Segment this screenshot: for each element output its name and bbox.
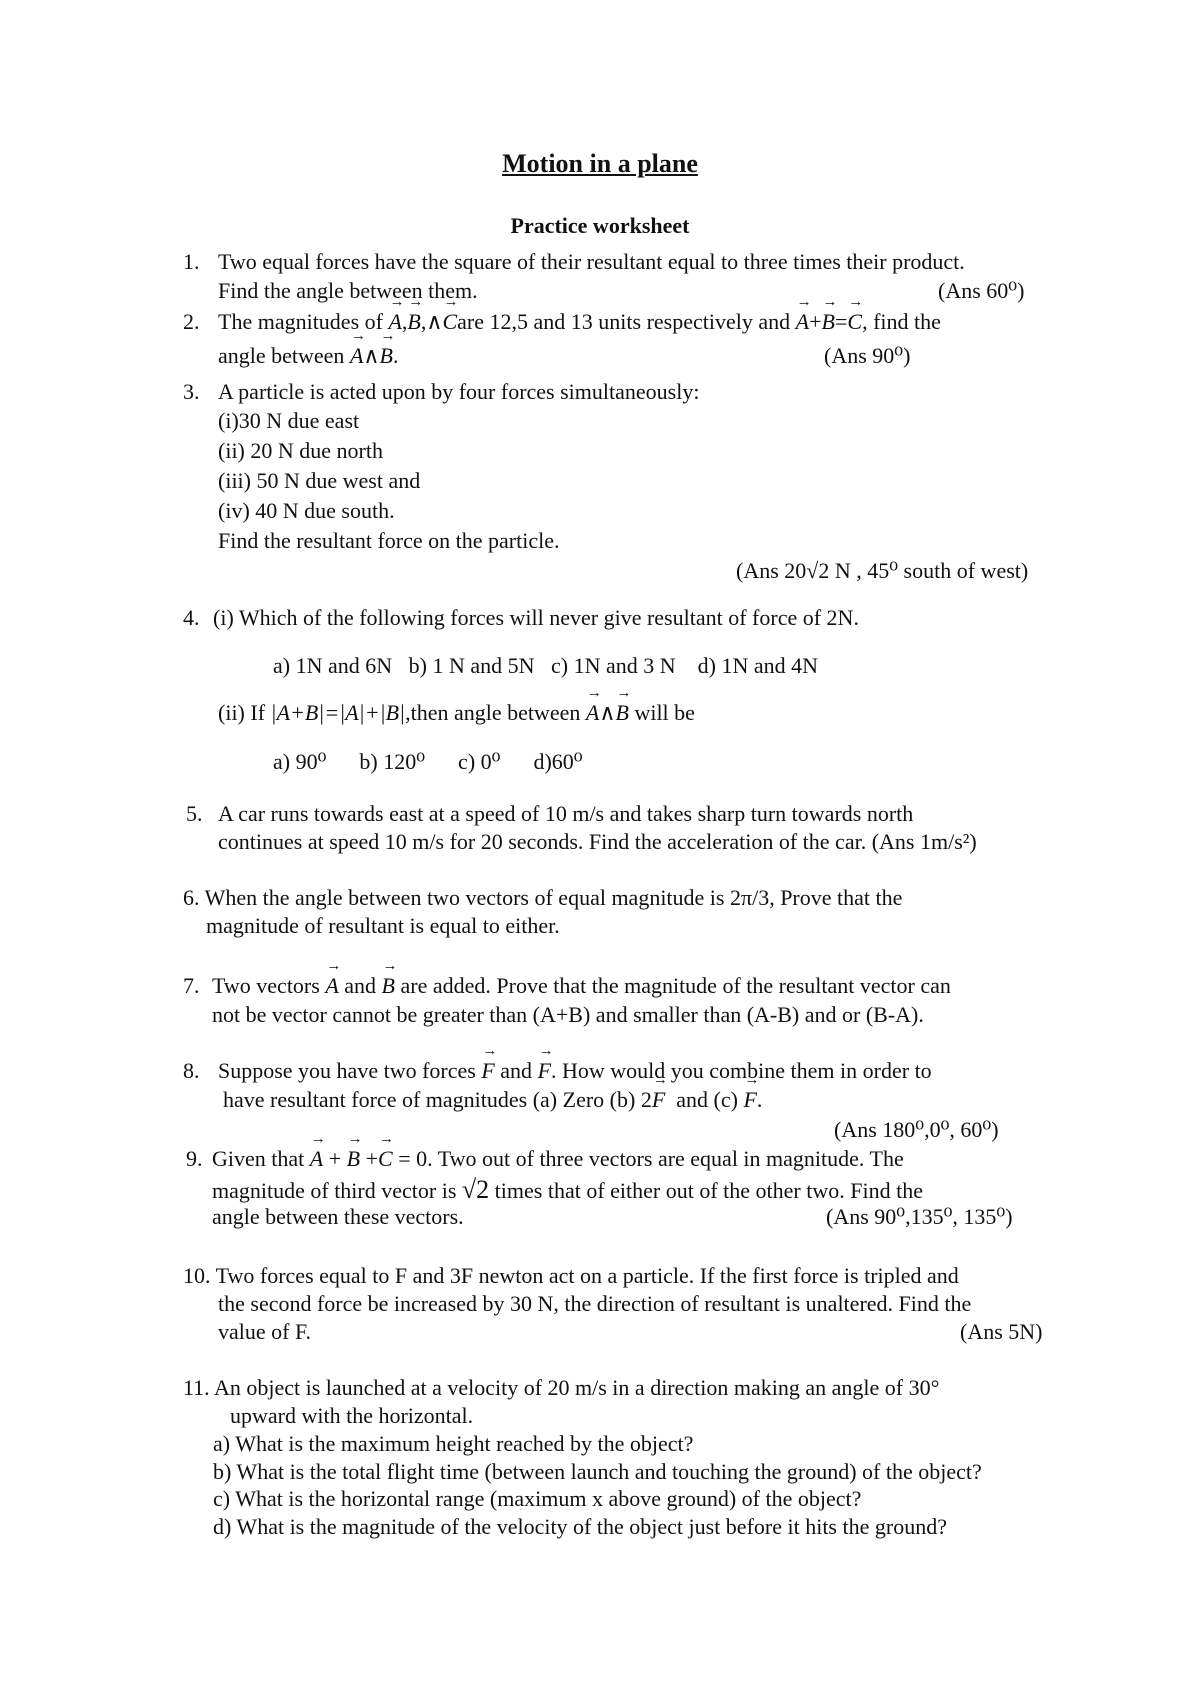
question-text: (i) Which of the following forces will never give resultant of force of 2N. bbox=[213, 605, 859, 630]
question-text: A car runs towards east at a speed of 10 m/s and takes sharp turn towards north bbox=[218, 801, 914, 826]
question-text: angle between → A∧→ B. bbox=[218, 342, 398, 370]
question-text: have resultant force of magnitudes (a) Zero (b) 2→ F and (c) → F. bbox=[223, 1086, 762, 1114]
question-number: 5. bbox=[186, 801, 203, 826]
options: a) 90⁰ b) 120⁰ c) 0⁰ d)60⁰ bbox=[273, 749, 583, 774]
sub-question: d) What is the magnitude of the velocity of the object just before it hits the ground? bbox=[213, 1514, 947, 1539]
force-item: (iv) 40 N due south. bbox=[218, 498, 395, 523]
question-text: continues at speed 10 m/s for 20 seconds. Find the acceleration of the car. (Ans 1m/s²) bbox=[218, 829, 977, 854]
question-text: not be vector cannot be greater than (A+B) and smaller than (A-B) and or (B-A). bbox=[212, 1002, 924, 1027]
question-number: 3. bbox=[183, 379, 200, 404]
question-text: Find the angle between them. bbox=[218, 278, 478, 303]
question-text: the second force be increased by 30 N, the direction of resultant is unaltered. Find the bbox=[218, 1291, 972, 1316]
force-item: (ii) 20 N due north bbox=[218, 438, 383, 463]
force-item: (iii) 50 N due west and bbox=[218, 468, 421, 493]
question-text: magnitude of resultant is equal to either. bbox=[206, 913, 560, 938]
question-text: 6. When the angle between two vectors of equal magnitude is 2π/3, Prove that the bbox=[183, 885, 903, 910]
question-number: 9. bbox=[186, 1146, 203, 1171]
question-text: value of F. bbox=[218, 1319, 311, 1344]
question-number: 4. bbox=[183, 605, 200, 630]
question-number: 7. bbox=[183, 973, 200, 998]
question-text: 11. An object is launched at a velocity of 20 m/s in a direction making an angle of 30° bbox=[183, 1375, 940, 1400]
answer: (Ans 180⁰,0⁰, 60⁰) bbox=[834, 1117, 999, 1142]
force-item: (i)30 N due east bbox=[218, 408, 360, 433]
question-text: Suppose you have two forces → F and → F. How would you combine them in order to bbox=[218, 1057, 932, 1085]
question-text: angle between these vectors. bbox=[212, 1204, 464, 1229]
sub-question: a) What is the maximum height reached by the object? bbox=[213, 1431, 694, 1456]
question-text: Two vectors → A and → B are added. Prove that the magnitude of the resultant vector can bbox=[212, 972, 951, 1000]
question-number: 2. bbox=[183, 309, 200, 334]
page-subtitle: Practice worksheet bbox=[510, 213, 690, 238]
question-text: Two equal forces have the square of their resultant equal to three times their product. bbox=[218, 249, 965, 274]
question-text: (ii) If |A+B|=|A|+|B|,then angle between → A∧→ B will be bbox=[218, 699, 695, 727]
question-text: A particle is acted upon by four forces simultaneously: bbox=[218, 379, 700, 404]
page-title: Motion in a plane bbox=[502, 149, 698, 178]
question-text: The magnitudes of → A,→ B,∧→ Care 12,5 and 13 units respectively and → A+→ B=→ C, find the bbox=[218, 308, 941, 336]
question-text: magnitude of third vector is √2 times that of either out of the other two. Find the bbox=[212, 1175, 923, 1204]
question-number: 1. bbox=[183, 249, 200, 274]
question-text: Given that → A + → B +→ C = 0. Two out of three vectors are equal in magnitude. The bbox=[212, 1145, 904, 1173]
question-text: Find the resultant force on the particle. bbox=[218, 528, 560, 553]
sub-question: c) What is the horizontal range (maximum x above ground) of the object? bbox=[213, 1486, 862, 1511]
question-number: 8. bbox=[183, 1058, 200, 1083]
sub-question: b) What is the total flight time (between launch and touching the ground) of the object? bbox=[213, 1459, 982, 1484]
answer: (Ans 90⁰,135⁰, 135⁰) bbox=[826, 1204, 1013, 1229]
answer: (Ans 20√2 N , 45⁰ south of west) bbox=[736, 558, 1029, 583]
options: a) 1N and 6N b) 1 N and 5N c) 1N and 3 N d) 1N and 4N bbox=[273, 653, 818, 678]
question-text: 10. Two forces equal to F and 3F newton act on a particle. If the first force is tripled and bbox=[183, 1263, 959, 1288]
answer: (Ans 90⁰) bbox=[824, 343, 911, 368]
question-text: upward with the horizontal. bbox=[230, 1403, 474, 1428]
answer: (Ans 60⁰) bbox=[938, 278, 1025, 303]
answer: (Ans 5N) bbox=[960, 1319, 1043, 1344]
